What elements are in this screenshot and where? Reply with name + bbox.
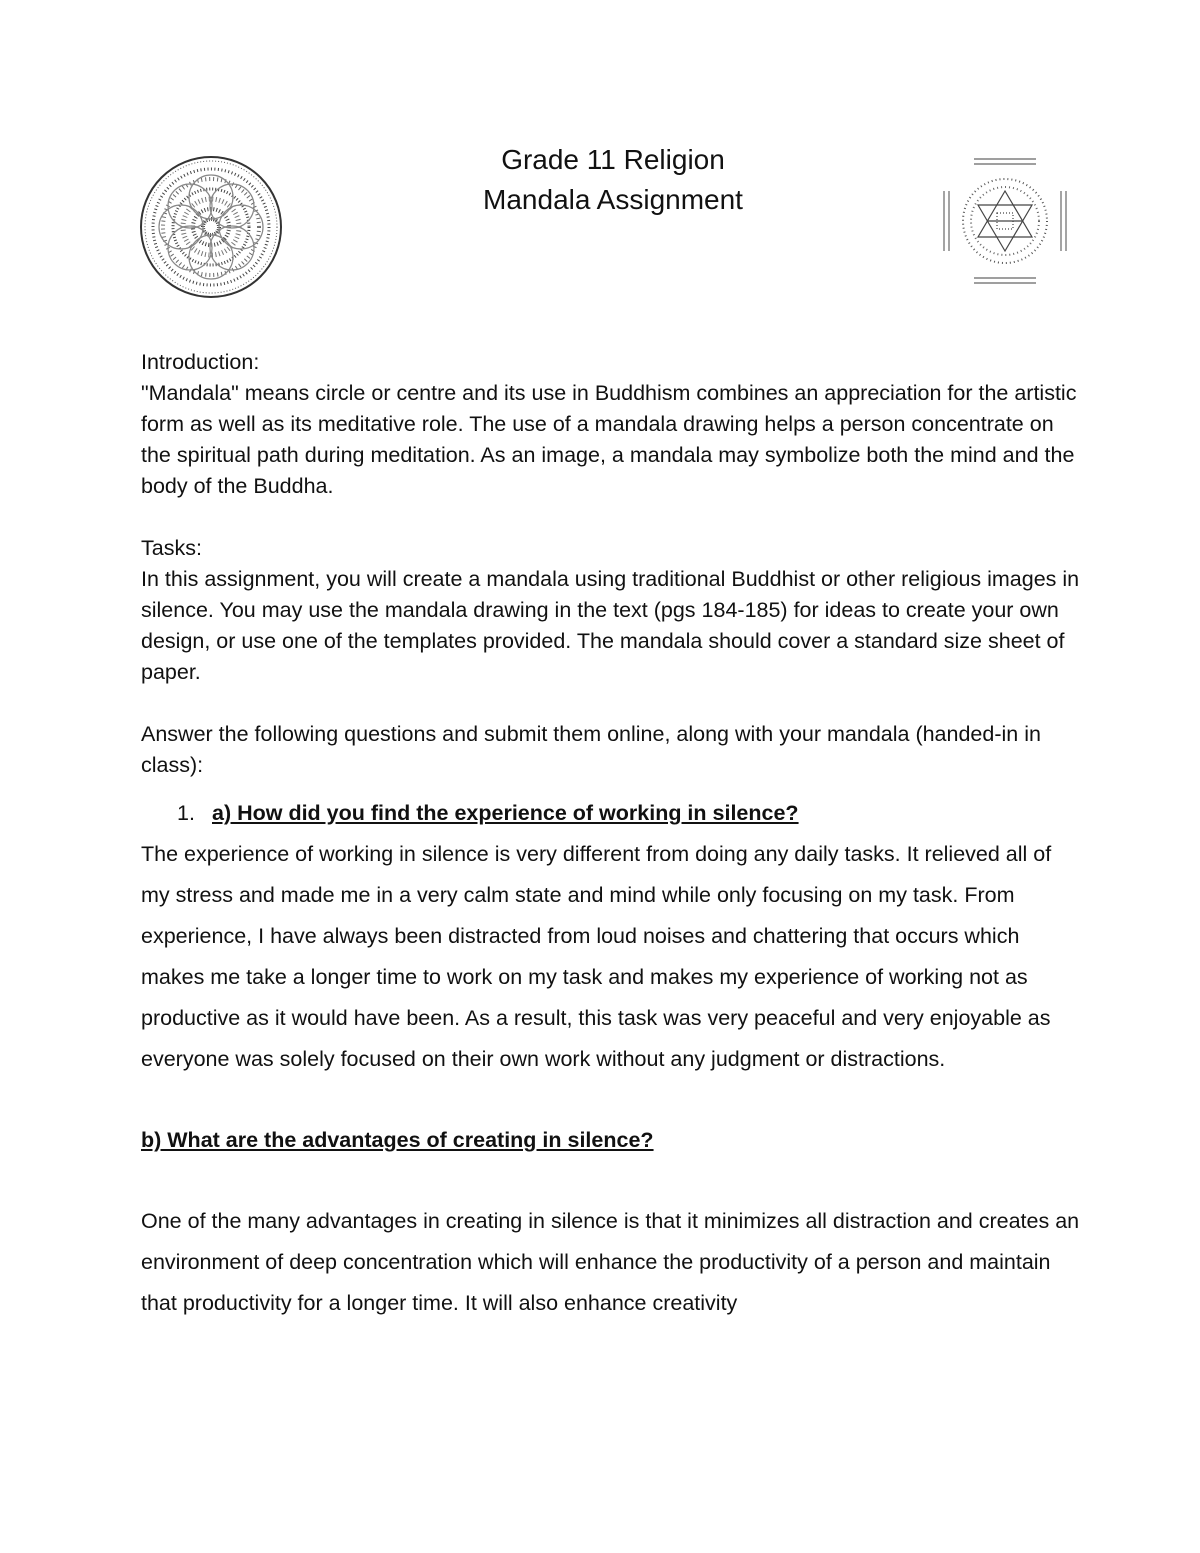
square-yantra-mandala-icon (940, 155, 1070, 287)
answer-1a: The experience of working in silence is very different from doing any daily tasks. It relieved all of my stress and made me in a very calm state and mind while only focusing on my task. From experience, I have always been distracted from loud noises and chattering that occurs which makes me take a longer time to work on my task and makes my experience of working not as productive as it would have been. As a result, this task was very peaceful and very enjoyable as everyone was solely focused on their own work without any judgment or distractions. (141, 842, 1052, 1071)
tasks-text: In this assignment, you will create a mandala using traditional Buddhist or other religious images in silence. You may use the mandala drawing in the text (pgs 184-185) for ideas to create your own design, or use one of the templates provided. The mandala should cover a standard size sheet of paper. (141, 567, 1080, 684)
answer-1b: One of the many advantages in creating in silence is that it minimizes all distraction and creates an environment of deep concentration which will enhance the productivity of a person and maintain that productivity for a longer time. It will also enhance creativity (141, 1209, 1080, 1315)
document-body (141, 347, 1081, 1324)
question-1b-text: b) What are the advantages of creating in silence? (141, 1128, 654, 1152)
question-number: 1. (177, 801, 195, 825)
round-mandala-icon (139, 155, 283, 299)
intro-text: "Mandala" means circle or centre and its use in Buddhism combines an appreciation for the artistic form as well as its meditative role. The use of a mandala drawing helps a person concentrate on the spiritual path during meditation. As an image, a mandala may symbolize both the mind and the body of the Buddha. (141, 381, 1077, 498)
document-title: Grade 11 Religion (501, 144, 725, 175)
intro-heading: Introduction: (141, 350, 260, 374)
instructions-text: Answer the following questions and submit them online, along with your mandala (handed-in in class): (141, 722, 1041, 777)
tasks-heading: Tasks: (141, 536, 202, 560)
document-subtitle: Mandala Assignment (483, 184, 743, 215)
question-1a-text: a) How did you find the experience of working in silence? (212, 801, 799, 825)
question-1a (141, 798, 1081, 829)
title-block (313, 140, 913, 220)
